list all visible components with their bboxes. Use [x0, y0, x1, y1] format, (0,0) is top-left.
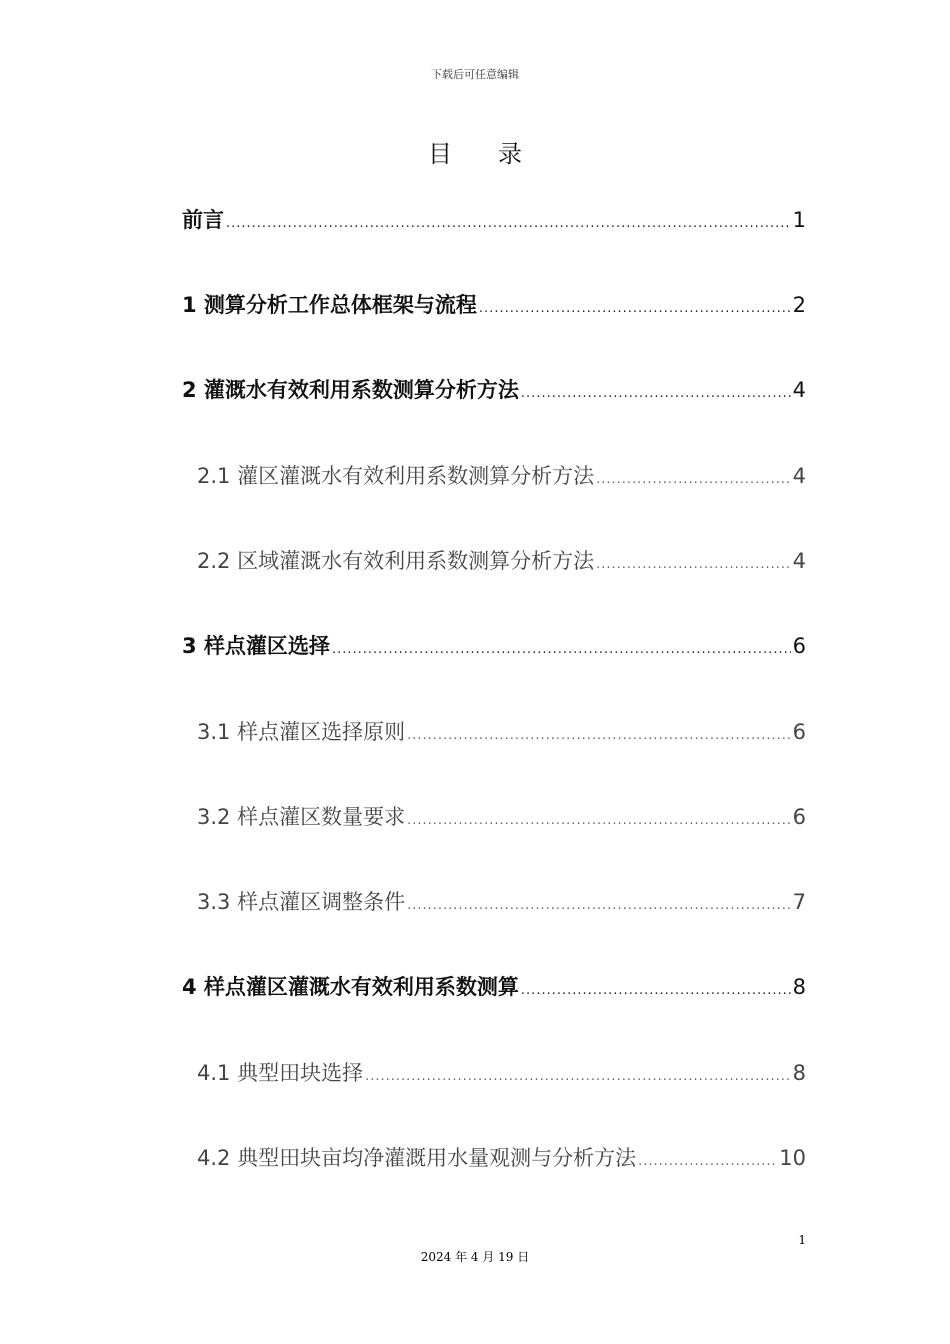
toc-entry-3-2[interactable]: [197, 802, 806, 832]
toc-entry-3[interactable]: [182, 631, 806, 661]
toc-entry-page: 8: [792, 975, 806, 999]
toc-entry-label: 4.1 典型田块选择: [197, 1061, 364, 1085]
toc-leader-dots: [479, 294, 791, 324]
toc-entry-page: 6: [792, 634, 806, 658]
toc-entry-label: 2 灌溉水有效利用系数测算分析方法: [182, 378, 519, 402]
toc-entry-4[interactable]: [182, 972, 806, 1002]
toc-leader-dots: [521, 379, 791, 409]
toc-title: 目录: [428, 140, 568, 168]
toc-entry-4-1[interactable]: [197, 1058, 806, 1088]
toc-entry-2-1[interactable]: [197, 461, 806, 491]
toc-entry-1[interactable]: [182, 290, 806, 320]
toc-entry-label: 1 测算分析工作总体框架与流程: [182, 293, 477, 317]
toc-leader-dots: [332, 635, 791, 665]
toc-entry-label: 4 样点灌区灌溉水有效利用系数测算: [182, 975, 519, 999]
toc-entry-label: 3.2 样点灌区数量要求: [197, 805, 406, 829]
toc-entry-label: 4.2 典型田块亩均净灌溉用水量观测与分析方法: [197, 1146, 637, 1170]
toc-entry-page: 4: [792, 549, 806, 573]
toc-entry-preface[interactable]: [182, 205, 806, 235]
toc-entry-page: 2: [792, 293, 806, 317]
toc-entry-page: 10: [779, 1146, 806, 1170]
toc-entry-label: 前言: [182, 208, 224, 232]
toc-leader-dots: [638, 1147, 777, 1177]
toc-entry-page: 8: [792, 1061, 806, 1085]
toc-leader-dots: [407, 891, 791, 921]
footer-date: 2024 年 4 月 19 日: [420, 1250, 530, 1264]
toc-entry-4-2[interactable]: [197, 1143, 806, 1173]
toc-leader-dots: [407, 721, 791, 751]
page-number: 1: [798, 1233, 806, 1247]
toc-entry-page: 4: [792, 378, 806, 402]
toc-entry-2-2[interactable]: [197, 546, 806, 576]
toc-entry-page: 6: [792, 805, 806, 829]
toc-entry-3-1[interactable]: [197, 717, 806, 747]
toc-entry-label: 2.2 区域灌溉水有效利用系数测算分析方法: [197, 549, 595, 573]
toc-leader-dots: [596, 550, 791, 580]
toc-leader-dots: [596, 465, 791, 495]
toc-entry-label: 3.3 样点灌区调整条件: [197, 890, 406, 914]
toc-entry-page: 1: [792, 208, 806, 232]
toc-entry-page: 4: [792, 464, 806, 488]
toc-entry-label: 3.1 样点灌区选择原则: [197, 720, 406, 744]
toc-entry-2[interactable]: [182, 375, 806, 405]
page-header: 下载后可任意编辑: [431, 68, 519, 81]
toc-leader-dots: [226, 209, 791, 239]
toc-leader-dots: [521, 976, 791, 1006]
toc-entry-page: 6: [792, 720, 806, 744]
toc-entry-page: 7: [792, 890, 806, 914]
toc-leader-dots: [365, 1062, 791, 1092]
toc-entry-label: 3 样点灌区选择: [182, 634, 330, 658]
toc-entry-3-3[interactable]: [197, 887, 806, 917]
toc-entry-label: 2.1 灌区灌溉水有效利用系数测算分析方法: [197, 464, 595, 488]
toc-leader-dots: [407, 806, 791, 836]
